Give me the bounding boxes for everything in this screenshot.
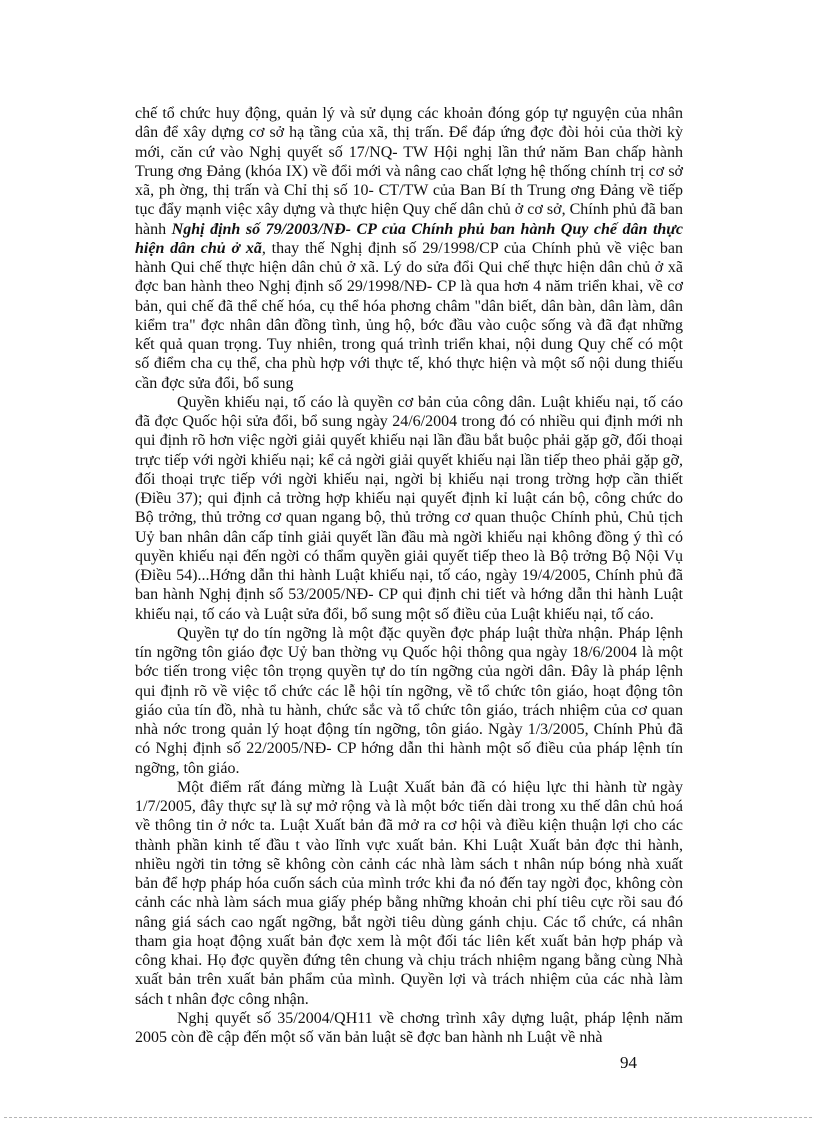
page-number: 94 [620,1053,637,1072]
paragraph-text: chế tổ chức huy động, quản lý và sử dụng các khoản đóng góp tự nguyện của nhân dân để xây dựng cơ sở hạ tầng của xã, thị trấn. Để đáp ứng đợc đòi hỏi của thời kỳ mới, căn cứ vào Nghị quyết số 17/NQ- TW Hội nghị lần thứ năm Ban chấp hành Trung ơng Đảng (khóa IX) về đổi mới và nâng cao chất lợng hệ thống chính trị cơ sở xã, ph ờng, thị trấn và Chỉ thị số 10- CT/TW của Ban Bí th Trung ơng Đảng về tiếp tục đẩy mạnh việc xây dựng và thực hiện Quy chế dân chủ ở cơ sở, Chính phủ đã ban hành [135,105,683,238]
body-text [135,104,683,1047]
paragraph-text: , thay thế Nghị định số 29/1998/CP của Chính phủ về việc ban hành Qui chế thực hiện dân chủ ở xã. Lý do sửa đổi Qui chế thực hiện dân chủ ở xã đợc ban hành theo Nghị định số 29/1998/NĐ- CP là qua hơn 4 năm triển khai, về cơ bản, qui chế đã thể chế hóa, cụ thể hóa phơng châm "dân biết, dân bàn, dân làm, dân kiểm tra" đợc nhân dân đồng tình, ủng hộ, bớc đầu vào cuộc sống và đã đạt những kết quả quan trọng. Tuy nhiên, trong quá trình triển khai, nội dung Quy chế có một số điểm cha cụ thể, cha phù hợp với thực tế, khó thực hiện và một số nội dung thiếu cần đợc sửa đổi, bổ sung [135,239,683,392]
paragraph-legislative-program: Nghị quyết số 35/2004/QH11 về chơng trình xây dựng luật, pháp lệnh năm 2005 còn đề cập đến một số văn bản luật sẽ đợc ban hành nh Luật về nhà [135,1009,683,1046]
decree-title-emphasis: Nghị định số 79/2003/NĐ- CP của Chính phủ ban hành Quy chế dân thực hiện dân chủ ở xã [135,220,683,257]
page-bottom-rule [4,1117,812,1118]
paragraph-grassroots-democracy [135,104,683,393]
paragraph-complaints-law: Quyền khiếu nại, tố cáo là quyền cơ bản của công dân. Luật khiếu nại, tố cáo đã đợc Quốc hội sửa đổi, bổ sung ngày 24/6/2004 trong đó có nhiều qui định mới nh qui định rõ hơn việc ngời giải quyết khiếu nại lần đầu bắt buộc phải gặp gỡ, đối thoại trực tiếp với ngời khiếu nại; kể cả ngời giải quyết khiếu nại lần tiếp theo phải gặp gỡ, đối thoại trực tiếp với ngời khiếu nại, ngời bị khiếu nại trong trờng hợp cần thiết (Điều 37); qui định cả trờng hợp khiếu nại quyết định kỉ luật cán bộ, công chức do Bộ trởng, thủ trởng cơ quan ngang bộ, thủ trởng cơ quan thuộc Chính phủ, Chủ tịch Uỷ ban nhân dân cấp tỉnh giải quyết lần đầu mà ngời khiếu nại không đồng ý thì có quyền khiếu nại đến ngời có thẩm quyền giải quyết tiếp theo là Bộ trởng Bộ Nội Vụ (Điều 54)...Hớng dẫn thi hành Luật khiếu nại, tố cáo, ngày 19/4/2005, Chính phủ đã ban hành Nghị định số 53/2005/NĐ- CP qui định chi tiết và hớng dẫn thi hành Luật khiếu nại, tố cáo và Luật sửa đổi, bổ sung một số điều của Luật khiếu nại, tố cáo. [135,393,683,623]
paragraph-publishing-law: Một điểm rất đáng mừng là Luật Xuất bản đã có hiệu lực thi hành từ ngày 1/7/2005, đây thực sự là sự mở rộng và là một bớc tiến dài trong xu thế dân chủ hoá về thông tin ở nớc ta. Luật Xuất bản đã mở ra cơ hội và điều kiện thuận lợi cho các thành phần kinh tế đầu t vào lĩnh vực xuất bản. Khi Luật Xuất bản đợc thi hành, nhiều ngời tin tởng sẽ không còn cảnh các nhà làm sách t nhân núp bóng nhà xuất bản để hợp pháp hóa cuốn sách của mình trớc khi đa nó đến tay ngời đọc, không còn cảnh các nhà làm sách mua giấy phép bằng những khoản chi phí tiêu cực rồi sau đó nâng giá sách cao ngất ngỡng, bắt ngời tiêu dùng gánh chịu. Các tổ chức, cá nhân tham gia hoạt động xuất bản đợc xem là một đối tác liên kết xuất bản hợp pháp và công khai. Họ đợc quyền đứng tên chung và chịu trách nhiệm ngang bằng cùng Nhà xuất bản trên xuất bản phẩm của mình. Quyền lợi và trách nhiệm của các nhà làm sách t nhân đợc công nhận. [135,778,683,1008]
paragraph-religious-freedom: Quyền tự do tín ngỡng là một đặc quyền đợc pháp luật thừa nhận. Pháp lệnh tín ngỡng tôn giáo đợc Uỷ ban thờng vụ Quốc hội thông qua ngày 18/6/2004 là một bớc tiến trong việc tôn trọng quyền tự do tín ngỡng của ngời dân. Đây là pháp lệnh qui định rõ về việc tổ chức các lễ hội tín ngỡng, về tổ chức tôn giáo, hoạt động tôn giáo của tín đồ, nhà tu hành, chức sắc và tổ chức tôn giáo, trách nhiệm của cơ quan nhà nớc trong quản lý hoạt động tín ngỡng, tôn giáo. Ngày 1/3/2005, Chính Phủ đã có Nghị định số 22/2005/NĐ- CP hớng dẫn thi hành một số điều của pháp lệnh tín ngỡng, tôn giáo. [135,624,683,777]
